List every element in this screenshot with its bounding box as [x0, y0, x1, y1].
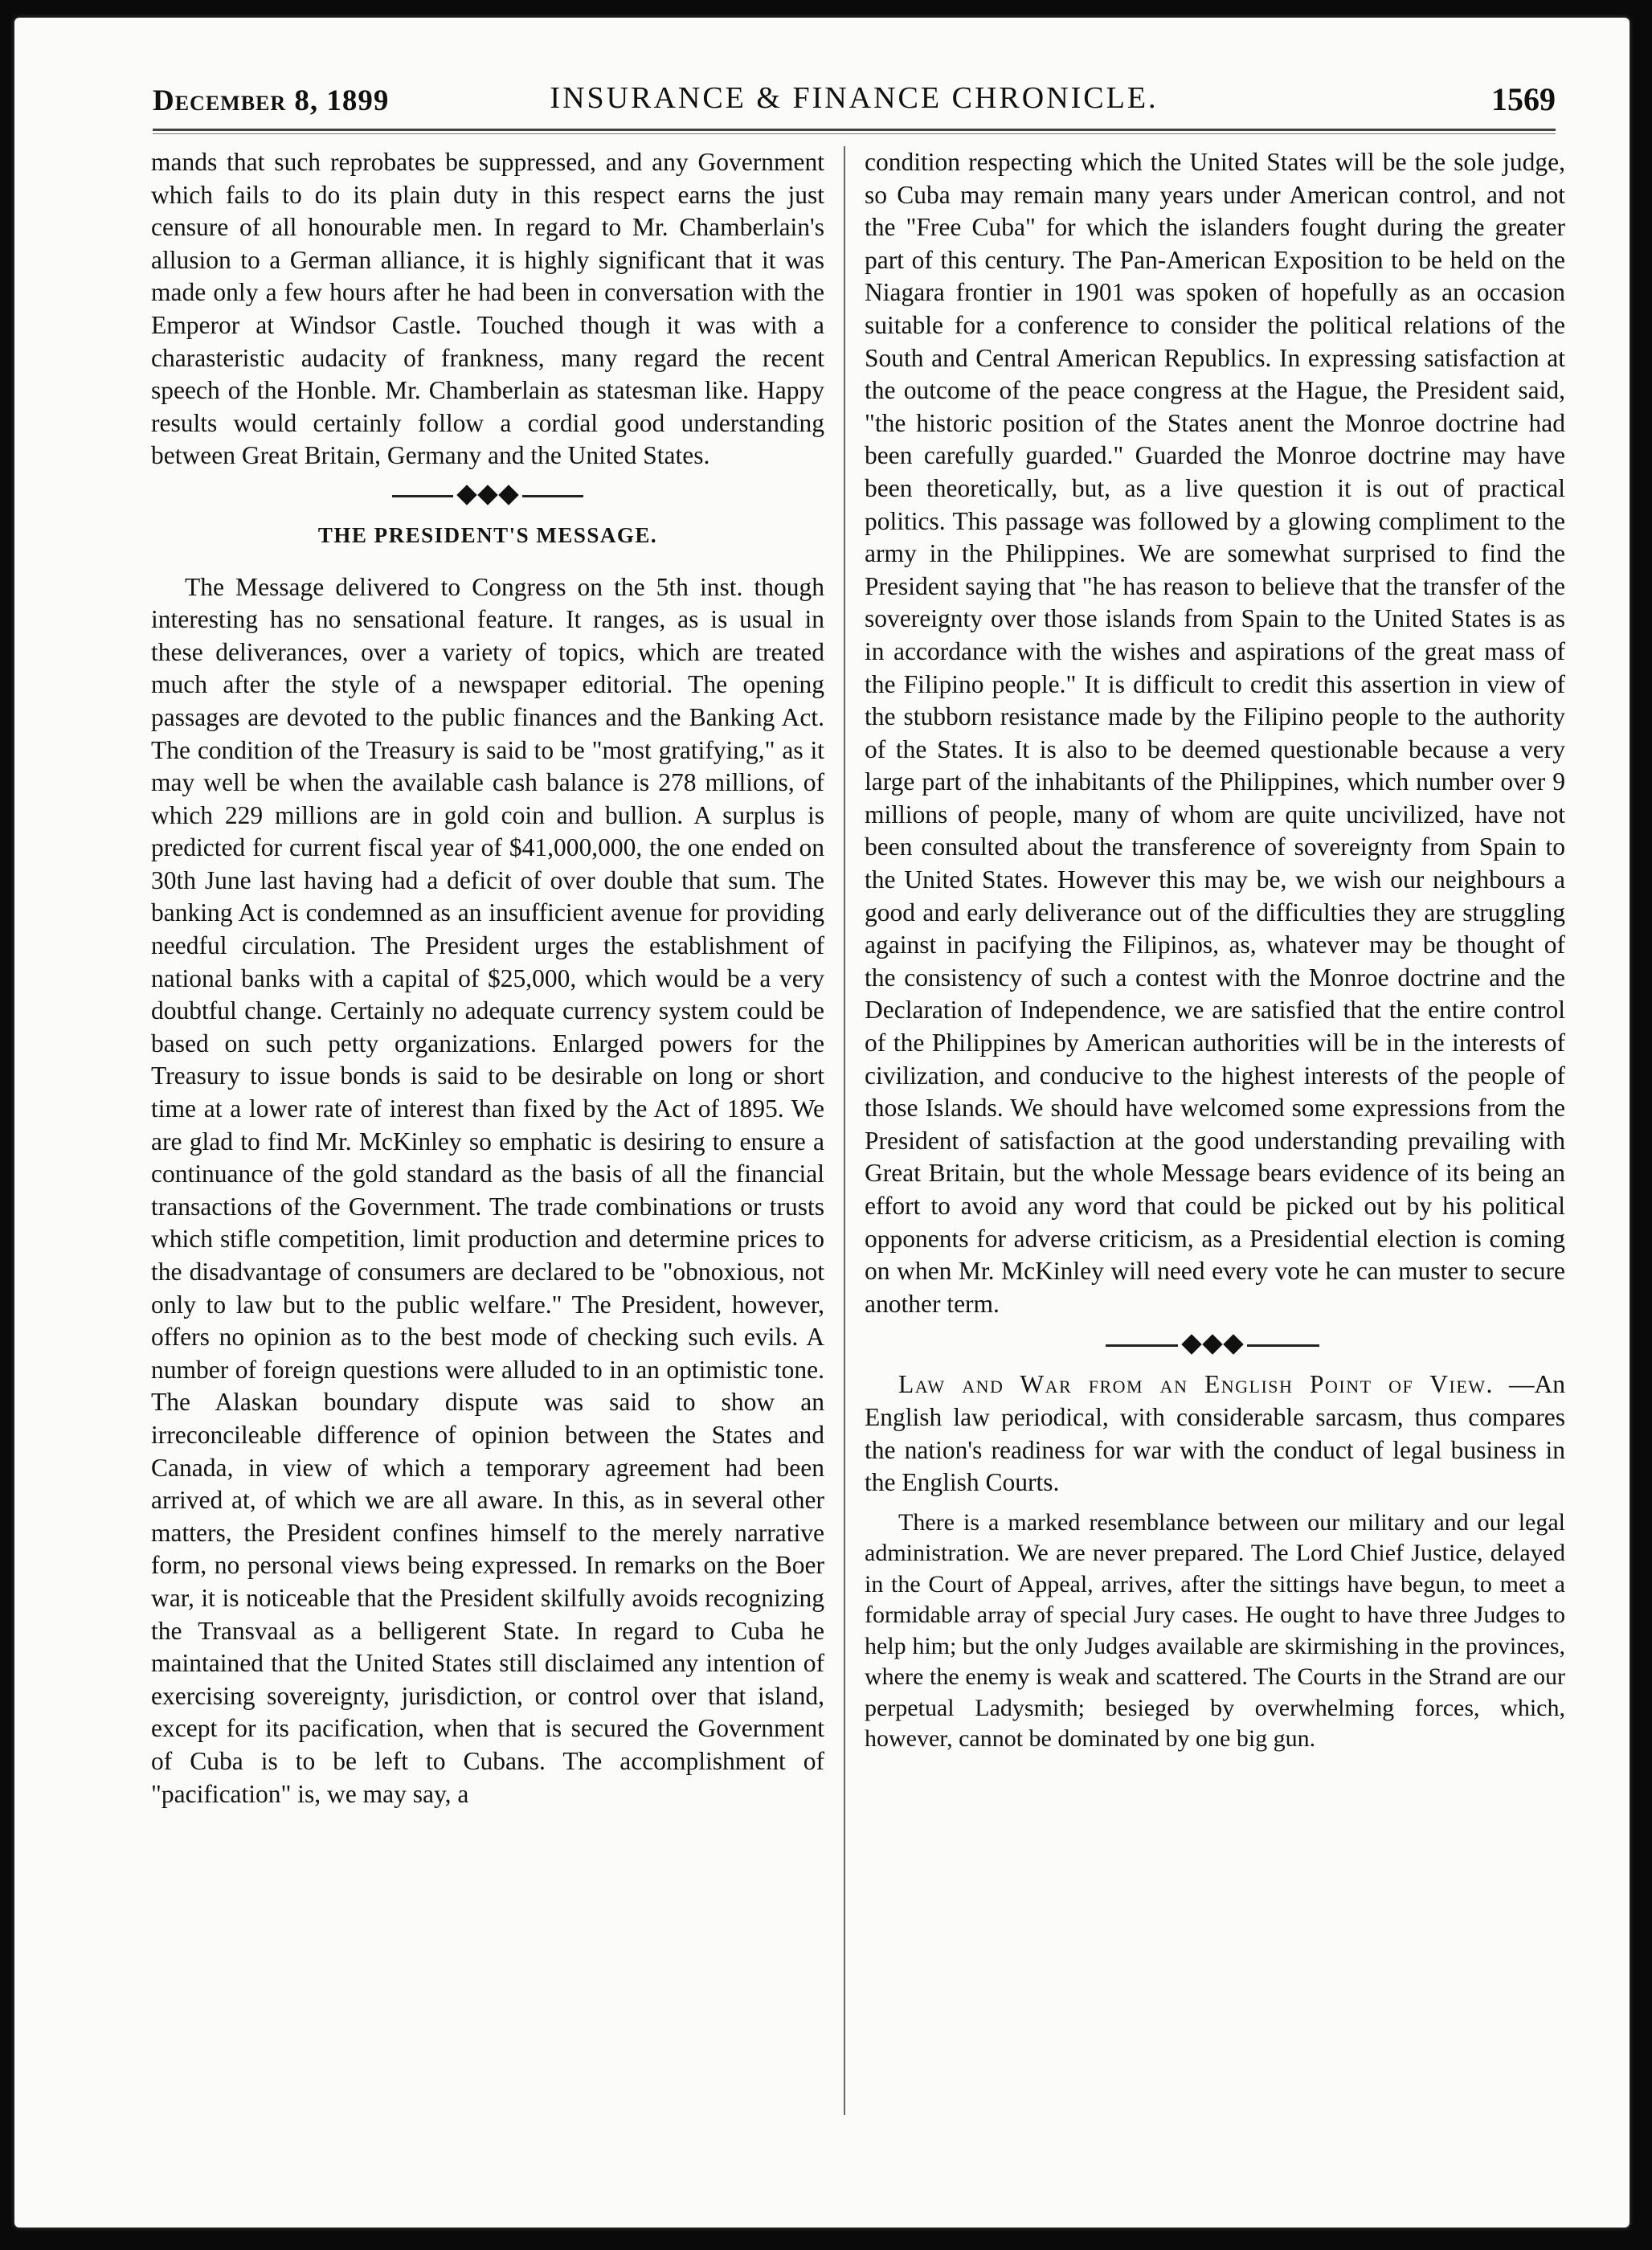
page-number: 1569: [1491, 81, 1556, 117]
header-rule: [153, 129, 1556, 134]
section-ornament: [151, 484, 824, 508]
law-war-quote: There is a marked resemblance between our military and our legal administration. We are never prepared. The Lord Chief Justice, delayed in the Court of Appeal, arrives, after the sittings have begun, to meet a formidable array of special Jury cases. He ought to have three Judges to help him; but the only Judges available are skirmishing in the provinces, where the enemy is weak and scattered. The Courts in the Strand are our perpetual Ladysmith; besieged by overwhelming forces, which, however, cannot be dominated by one big gun.: [865, 1508, 1565, 1753]
chamberlain-paragraph: mands that such reprobates be suppressed, and any Government which fails to do its plain duty in this respect earns the just censure of all honourable men. In regard to Mr. Chamberlain's allusion to a German alliance, it is highly significant that it was made only a few hours after he had been in conversation with the Emperor at Windsor Castle. Touched though it was with a charasteristic audacity of frankness, many regard the recent speech of the Honble. Mr. Chamberlain as statesman like. Happy results would certainly follow a cordial good understanding between Great Britain, Germany and the United States.: [151, 148, 824, 470]
law-war-paragraph: [865, 1368, 1565, 1499]
law-war-heading: Law and War from an English Point of View.: [898, 1370, 1494, 1399]
section-heading: THE PRESIDENT'S MESSAGE.: [317, 522, 658, 547]
message-paragraph: The Message delivered to Congress on the 5th inst. though interesting has no sensational feature. It ranges, as is usual in these deliverances, over a variety of topics, which are treated much after the style of a newspaper editorial. The opening passages are devoted to the public finances and the Banking Act. The condition of the Treasury is said to be "most gratifying," as it may well be when the available cash balance is 278 millions, of which 229 millions are in gold coin and bullion. A surplus is predicted for current fiscal year of $41,000,000, the one ended on 30th June last having had a deficit of over double that sum. The banking Act is condemned as an insufficient avenue for providing needful circulation. The President urges the establishment of national banks with a capital of $25,000, which would be a very doubtful change. Certainly no adequate currency system could be based on such petty organizations. Enlarged powers for the Treasury to issue bonds is said to be desirable on long or short time at a lower rate of interest than fixed by the Act of 1895. We are glad to find Mr. McKinley so emphatic is desiring to ensure a continuance of the gold standard as the basis of all the financial transactions of the Government. The trade combinations or trusts which stifle competition, limit production and determine prices to the disadvantage of consumers are declared to be "obnoxious, not only to law but to the public welfare." The President, however, offers no opinion as to the best mode of checking such evils. A number of foreign questions were alluded to in an optimistic tone. The Alaskan boundary dispute was said to show an irreconcileable difference of opinion between the States and Canada, in view of which a temporary agreement had been arrived at, of which we are all aware. In this, as in several other matters, the President confines himself to the merely narrative form, no personal views being expressed. In remarks on the Boer war, it is noticeable that the President skilfully avoids recognizing the Transvaal as a belligerent State. In regard to Cuba he maintained that the United States still disclaimed any intention of exercising sovereignty, jurisdiction, or control over that island, except for its pacification, when that is secured the Government of Cuba is to be left to Cubans. The accomplishment of "pacification" is, we may say, a: [151, 572, 824, 1808]
publication-title: INSURANCE & FINANCE CHRONICLE.: [550, 81, 1159, 115]
left-column: [151, 146, 824, 1810]
page-header: [153, 74, 1556, 122]
section-ornament: [865, 1333, 1565, 1357]
right-column: [865, 146, 1565, 1755]
issue-date: December 8, 1899: [153, 84, 390, 117]
column-divider: [844, 146, 845, 2115]
law-war-intro: —An English law periodical, with considerable sarcasm, thus compares the nation's readiness for war with the conduct of legal business in the English Courts.: [865, 1370, 1565, 1497]
continued-paragraph: condition respecting which the United States will be the sole judge, so Cuba may remain many years under American control, and not the "Free Cuba" for which the islanders fought during the greater part of this century. The Pan-American Exposition to be held on the Niagara frontier in 1901 was spoken of hopefully as an occasion suitable for a conference to consider the political relations of the South and Central American Republics. In expressing satisfaction at the outcome of the peace congress at the Hague, the President said, "the historic position of the States anent the Monroe doctrine had been carefully guarded." Guarded the Monroe doctrine may have been theoretically, but, as a live question it is out of practical politics. This passage was followed by a glowing compliment to the army in the Philippines. We are somewhat surprised to find the President saying that "he has reason to believe that the transfer of the sovereignty over those islands from Spain to the United States is as in accordance with the wishes and aspirations of the great mass of the Filipino people." It is difficult to credit this assertion in view of the stubborn resistance made by the Filipino people to the authority of the States. It is also to be deemed questionable because a very large part of the inhabitants of the Philippines, which number over 9 millions of people, many of whom are quite uncivilized, have not been consulted about the transference of sovereignty from Spain to the United States. However this may be, we wish our neighbours a good and early deliverance out of the difficulties they are struggling against in pacifying the Filipinos, as, whatever may be thought of the consistency of such a contest with the Monroe doctrine and the Declaration of Independence, we are satisfied that the entire control of the Philippines by American authorities will be in the interests of civilization, and conducive to the highest interests of the people of those Islands. We should have welcomed some expressions from the President of satisfaction at the good understanding prevailing with Great Britain, but the whole Message bears evidence of its being an effort to avoid any word that could be picked out by his political opponents for adverse criticism, as a Presidential election is coming on when Mr. McKinley will need every vote he can muster to secure another term.: [865, 148, 1565, 1318]
newspaper-page: [14, 18, 1630, 2228]
